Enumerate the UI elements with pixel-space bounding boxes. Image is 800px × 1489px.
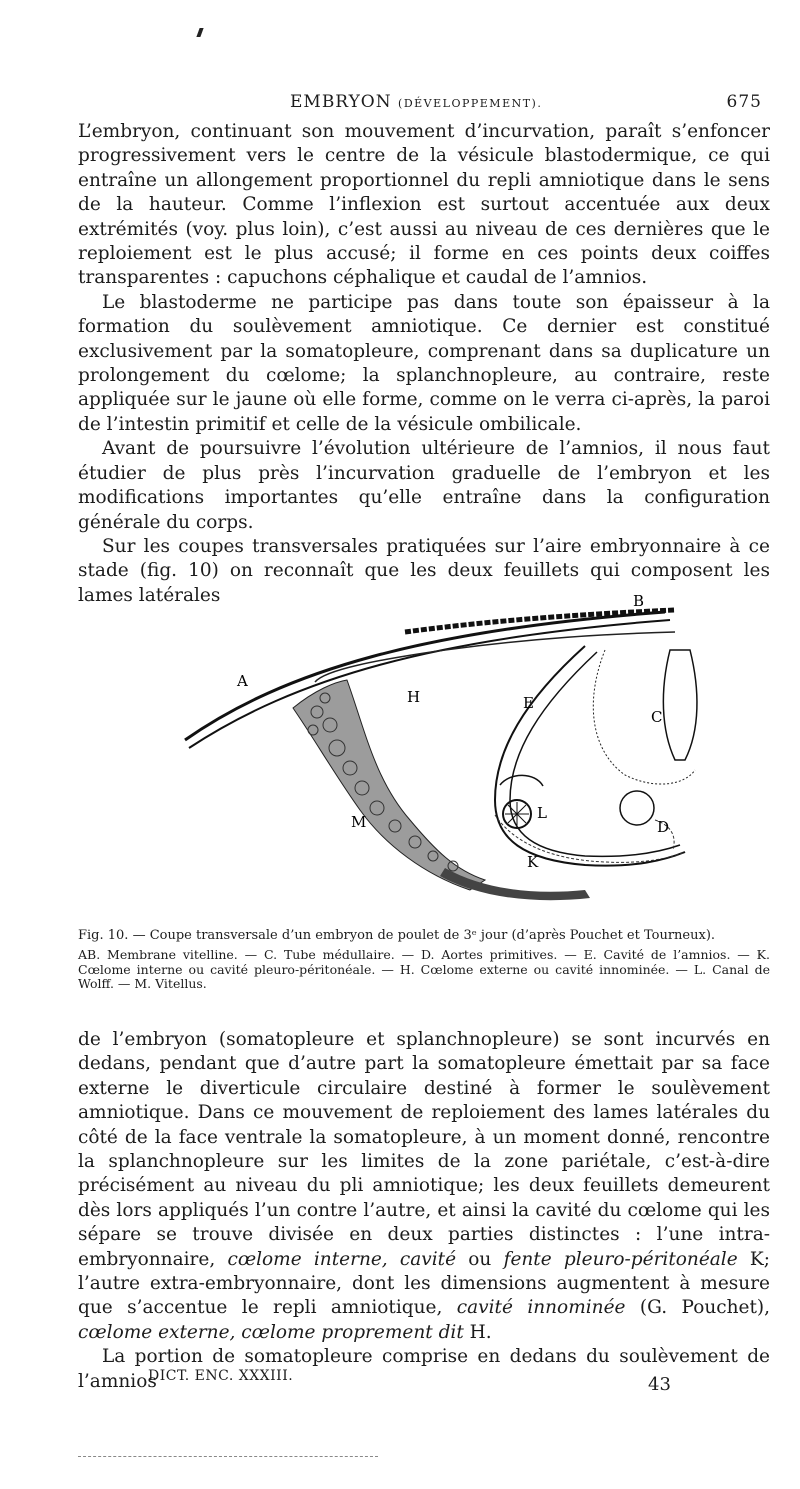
figure-caption-title: Fig. 10. — Coupe transversale d’un embryon de poulet de 3ᵉ jour (d’après Pouchet et Tourneux). (78, 928, 716, 943)
label-A: A (237, 672, 248, 690)
p5-part3: K; l’autre extra-embryonnaire, dont les dimensions augmentent à mesure que s’accentue le repli amniotique, (78, 1248, 770, 1319)
paragraph-5 (78, 1028, 770, 1345)
paragraph-6: La portion de somatopleure comprise en dedans du soulèvement de l’amnios (78, 1346, 770, 1392)
p5-term1: cœlome interne, cavité (227, 1248, 457, 1270)
label-C: C (651, 708, 663, 726)
dotted-line (78, 1456, 378, 1457)
body-text-top (78, 120, 770, 608)
figure-caption-legend (78, 948, 770, 992)
paragraph-3: Avant de poursuivre l’évolution ultérieure de l’amnios, il nous faut étudier de plus près l’incurvation graduelle de l’embryon et les modifications importantes qu’elle entraîne dans la configuration générale du corps. (78, 438, 770, 533)
figure-legend-text: AB. Membrane vitelline. — C. Tube médullaire. — D. Aortes primitives. — E. Cavité de l’amnios. — K. Cœlome interne ou cavité pleuro-péritonéale. — H. Cœlome externe ou cavité innominée. — L. Canal de Wolff. — M. Vitellus. (78, 947, 770, 991)
body-text-bottom (78, 1028, 770, 1394)
paragraph-4: Sur les coupes transversales pratiquées sur l’aire embryonnaire à ce stade (fig. 10) on reconnaît que les deux feuillets qui composent les lames latérales (78, 535, 770, 606)
running-title-sub: (DÉVELOPPEMENT). (398, 97, 543, 110)
p5-term3: cavité innominée (456, 1297, 626, 1319)
neural-tube (663, 650, 697, 760)
p5-part5: H. (469, 1321, 492, 1343)
figure-embryo-section (165, 590, 785, 910)
running-title-main: EMBRYON (290, 92, 392, 112)
p5-term2: fente pleuro-péritonéale (503, 1248, 738, 1270)
label-H: H (407, 688, 421, 706)
label-E: E (523, 694, 534, 712)
running-title (290, 92, 542, 112)
p5-part2: ou (468, 1248, 492, 1270)
sheet-number: 43 (648, 1374, 671, 1395)
label-D: D (657, 818, 670, 836)
page-footer (148, 1368, 708, 1395)
label-B: B (633, 592, 645, 610)
p5-part1: de l’embryon (somatopleure et splanchnopleure) se sont incurvés en dedans, pendant que d’autre part la somatopleure émettait par sa face externe le diverticule circulaire destiné à former le soulèvement amniotique. Dans ce mouvement de reploiement des lames latérales du côté de la face ventrale la somatopleure, à un moment donné, rencontre la splanchnopleure sur les limites de la zone pariétale, c’est-à-dire précisément au niveau du pli amniotique; les deux feuillets demeurent dès lors appliqués l’un contre l’autre, et ainsi la cavité du cœlome qui les sépare se trouve divisée en deux parties distinctes : l’une intra-embryonnaire, (78, 1029, 770, 1270)
aorta (620, 791, 654, 825)
page-number: 675 (726, 92, 762, 112)
signature-mark: DICT. ENC. XXXIII. (148, 1368, 294, 1384)
yolk-mass (293, 680, 485, 890)
paragraph-1: L’embryon, continuant son mouvement d’incurvation, paraît s’enfoncer progressivement vers le centre de la vésicule blastodermique, ce qui entraîne un allongement proportionnel du repli amniotique dans le sens de la hauteur. Comme l’inflexion est surtout accentuée aux deux extrémités (voy. plus loin), c’est aussi au niveau de ces dernières que le reploiement est le plus accusé; il forme en ces points deux coiffes transparentes : capuchons céphalique et caudal de l’amnios. (78, 121, 770, 289)
label-K: K (527, 853, 539, 871)
running-header (80, 92, 770, 116)
label-L: L (537, 804, 547, 822)
p5-part4: (G. Pouchet), (639, 1297, 771, 1319)
paragraph-2: Le blastoderme ne participe pas dans toute son épaisseur à la formation du soulèvement amniotique. Ce dernier est constitué exclusivement par la somatopleure, comprenant dans sa duplicature un prolongement du cœlome; la splanchnopleure, au contraire, reste appliquée sur le jaune où elle forme, comme on le verra ci-après, la paroi de l’intestin primitif et celle de la vésicule ombilicale. (78, 291, 770, 435)
embryo-section-drawing (165, 590, 785, 910)
label-M: M (351, 813, 367, 831)
print-mark (196, 28, 203, 37)
p5-term4: cœlome externe, cœlome proprement dit (78, 1321, 464, 1343)
